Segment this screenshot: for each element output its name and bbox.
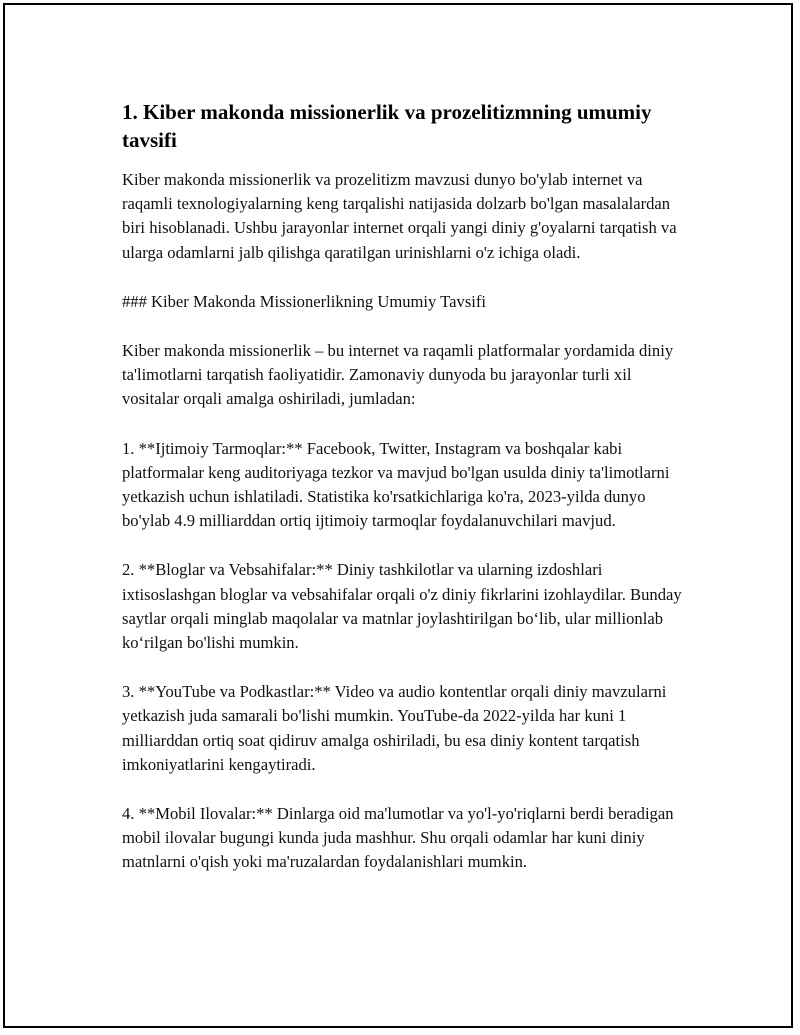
- list-item-youtube-podcasts: 3. **YouTube va Podkastlar:** Video va audio kontentlar orqali diniy mavzularni yetkazish juda samarali bo'lishi mumkin. YouTube-da 2022-yilda har kuni 1 milliarddan ortiq soat qidiruv amalga oshiriladi, bu esa diniy kontent tarqatish imkoniyatlarini kengaytiradi.: [122, 682, 667, 774]
- definition-paragraph: Kiber makonda missionerlik – bu internet va raqamli platformalar yordamida diniy ta'limotlarni tarqatish faoliyatidir. Zamonaviy dunyoda bu jarayonlar turli xil vositalar orqali amalga oshiriladi, jumladan:: [122, 341, 674, 409]
- list-item-mobile-apps: 4. **Mobil Ilovalar:** Dinlarga oid ma'lumotlar va yo'l-yo'riqlarni berdi beradigan mobil ilovalar bugungi kunda juda mashhur. Shu orqali odamlar har kuni diniy matnlarni o'qish yoki ma'ruzalardan foydalanishlari mumkin.: [122, 804, 674, 872]
- intro-paragraph: Kiber makonda missionerlik va prozelitizm mavzusi dunyo bo'ylab internet va raqamli texnologiyalarning keng tarqalishi natijasida dolzarb bo'lgan masalalardan biri hisoblanadi. Ushbu jarayonlar internet orqali yangi diniy g'oyalarni tarqatish va ularga odamlarni jalb qilishga qaratilgan urinishlarni o'z ichiga oladi.: [122, 170, 677, 262]
- document-body: [122, 98, 692, 875]
- section-heading-paragraph: ### Kiber Makonda Missionerlikning Umumiy Tavsifi: [122, 291, 487, 311]
- list-item-blogs-websites: 2. **Bloglar va Vebsahifalar:** Diniy tashkilotlar va ularning izdoshlari ixtisoslashgan bloglar va vebsahifalar orqali o'z diniy fikrlarini izohlaydilar. Bunday saytlar orqali minglab maqolalar va matnlar joylashtirilgan bo‘lib, ular millionlab ko‘rilgan bo'lishi mumkin.: [122, 560, 682, 653]
- document-title: 1. Kiber makonda missionerlik va prozelitizmning umumiy tavsifi: [122, 100, 652, 152]
- page-frame: [3, 3, 793, 1028]
- list-item-social-networks: 1. **Ijtimoiy Tarmoqlar:** Facebook, Twitter, Instagram va boshqalar kabi platformalar keng auditoriyaga tezkor va mavjud bo'lgan usulda diniy ta'limotlarni yetkazish uchun ishlatiladi. Statistika ko'rsatkichlariga ko'ra, 2023-yilda dunyo bo'ylab 4.9 milliarddan ortiq ijtimoiy tarmoqlar foydalanuvchilari mavjud.: [122, 438, 670, 531]
